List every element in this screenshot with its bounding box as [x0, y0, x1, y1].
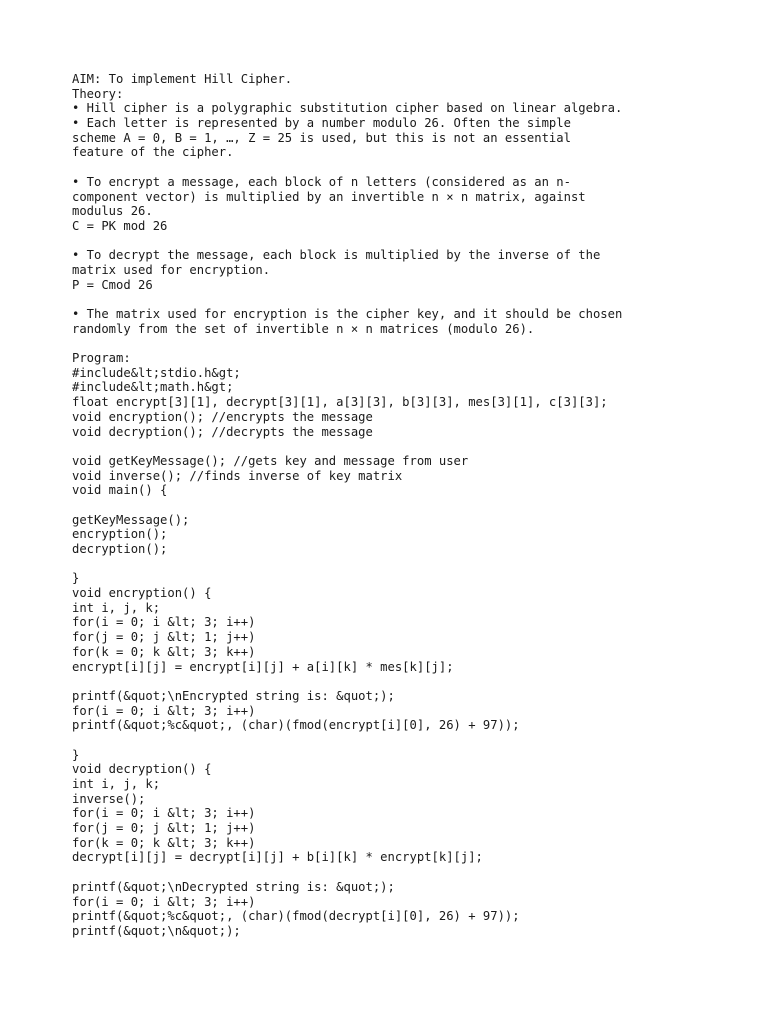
blank-line — [72, 865, 712, 880]
blank-line — [72, 336, 712, 351]
text-line: encrypt[i][j] = encrypt[i][j] + a[i][k] * mes[k][j]; — [72, 659, 454, 674]
text-line: printf(&quot;%c&quot;, (char)(fmod(decrypt[i][0], 26) + 97)); — [72, 909, 520, 924]
text-line: for(j = 0; j &lt; 1; j++) — [72, 630, 256, 645]
text-line: void encryption() { — [72, 586, 212, 601]
text-line: Program: — [72, 351, 131, 366]
text-line: for(j = 0; j &lt; 1; j++) — [72, 821, 256, 836]
blank-line — [72, 292, 712, 307]
text-line: decrypt[i][j] = decrypt[i][j] + b[i][k] * encrypt[k][j]; — [72, 850, 483, 865]
text-line: C = PK mod 26 — [72, 218, 168, 233]
text-line: int i, j, k; — [72, 600, 161, 615]
text-line: matrix used for encryption. — [72, 262, 271, 277]
blank-line — [72, 160, 712, 175]
text-line: printf(&quot;\nEncrypted string is: &quot;); — [72, 688, 395, 703]
text-line: for(i = 0; i &lt; 3; i++) — [72, 806, 256, 821]
text-line: void encryption(); //encrypts the message — [72, 409, 373, 424]
text-line: void decryption() { — [72, 762, 212, 777]
text-line: decryption(); — [72, 542, 168, 556]
text-line: randomly from the set of invertible n × n matrices (modulo 26). — [72, 321, 535, 336]
text-line: void getKeyMessage(); //gets key and message from user — [72, 453, 469, 468]
text-line: inverse(); — [72, 791, 146, 806]
blank-line — [72, 234, 712, 249]
text-line: printf(&quot;\n&quot;); — [72, 923, 241, 938]
text-line: } — [72, 571, 80, 586]
blank-line — [72, 498, 712, 513]
text-line: for(k = 0; k &lt; 3; k++) — [72, 644, 256, 659]
text-line: for(i = 0; i &lt; 3; i++) — [72, 703, 256, 718]
text-line: AIM: To implement Hill Cipher. — [72, 72, 293, 86]
text-line: void main() { — [72, 483, 168, 498]
text-line: #include&lt;math.h&gt; — [72, 380, 234, 395]
text-line: • To decrypt the message, each block is multiplied by the inverse of the — [72, 248, 601, 263]
text-line: for(k = 0; k &lt; 3; k++) — [72, 835, 256, 850]
text-line: #include&lt;stdio.h&gt; — [72, 365, 241, 380]
text-line: getKeyMessage(); — [72, 512, 190, 527]
text-line: • Hill cipher is a polygraphic substitution cipher based on linear algebra. — [72, 101, 623, 116]
text-line: feature of the cipher. — [72, 145, 234, 160]
text-line: component vector) is multiplied by an invertible n × n matrix, against — [72, 189, 586, 204]
text-line: float encrypt[3][1], decrypt[3][1], a[3][3], b[3][3], mes[3][1], c[3][3]; — [72, 395, 608, 410]
text-line: • The matrix used for encryption is the cipher key, and it should be chosen — [72, 307, 623, 321]
text-line: void decryption(); //decrypts the message — [72, 424, 373, 439]
blank-line — [72, 439, 712, 454]
text-line: • Each letter is represented by a number modulo 26. Often the simple — [72, 116, 571, 131]
text-line: • To encrypt a message, each block of n letters (considered as an n- — [72, 174, 571, 189]
document-page — [72, 72, 712, 939]
text-line: scheme A = 0, B = 1, …, Z = 25 is used, but this is not an essential — [72, 130, 571, 145]
text-line: modulus 26. — [72, 204, 153, 219]
text-line: encryption(); — [72, 527, 168, 542]
text-line: for(i = 0; i &lt; 3; i++) — [72, 615, 256, 630]
text-line: Theory: — [72, 86, 124, 101]
text-line: void inverse(); //finds inverse of key matrix — [72, 468, 403, 483]
text-line: for(i = 0; i &lt; 3; i++) — [72, 894, 256, 909]
text-line: P = Cmod 26 — [72, 277, 153, 292]
text-line: printf(&quot;%c&quot;, (char)(fmod(encrypt[i][0], 26) + 97)); — [72, 718, 520, 733]
blank-line — [72, 674, 712, 689]
text-line: printf(&quot;\nDecrypted string is: &quot;); — [72, 879, 395, 894]
blank-line — [72, 733, 712, 748]
text-line: int i, j, k; — [72, 777, 161, 791]
blank-line — [72, 557, 712, 572]
text-line: } — [72, 747, 80, 762]
